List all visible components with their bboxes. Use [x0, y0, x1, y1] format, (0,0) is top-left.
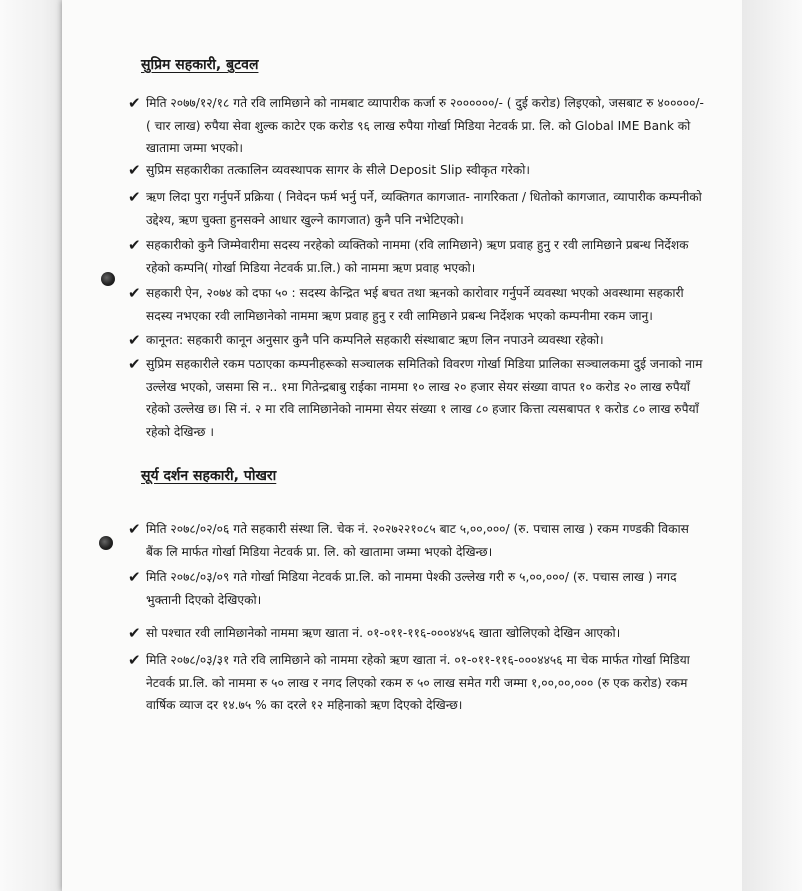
- checkmark-icon: ✔: [128, 94, 141, 112]
- list-item-text: सहकारीको कुनै जिम्मेवारीमा सदस्य नरहेको व्यक्तिको नाममा (रवि लामिछाने) ऋण प्रवाह हुनु र रवी लामिछाने प्रबन्ध निर्देशक रहेको कम्पनि( गोर्खा मिडिया नेटवर्क प्रा.लि.) को नाममा ऋण प्रवाह भएको।: [146, 238, 689, 275]
- list-item: [128, 234, 706, 279]
- list-item: [128, 92, 706, 160]
- checkmark-icon: ✔: [128, 624, 141, 642]
- list-item-text: सो पश्चात रवी लामिछानेको नाममा ऋण खाता नं. ०१-०११-११६-०००४४५६ खाता खोलिएको देखिन आएको।: [146, 626, 621, 640]
- punch-hole-icon: [101, 272, 115, 286]
- list-item-text: कानूनत: सहकारी कानून अनुसार कुनै पनि कम्पनिले सहकारी संस्थाबाट ऋण लिन नपाउने व्यवस्था रहेको।: [146, 333, 604, 347]
- list-item-text: सुप्रिम सहकारीले रकम पठाएका कम्पनीहरूको सञ्चालक समितिको विवरण गोर्खा मिडिया प्रालिका सञ्चालकमा दुई जनाको नाम उल्लेख भएको, जसमा सि न.. १मा गितेन्द्रबाबु राईका नाममा १० लाख २० हजार सेयर संख्या वापत १० करोड २० लाख रुपैयाँ रहेको उल्लेख छ। सि नं. २ मा रवि लामिछानेको नाममा सेयर संख्या १ लाख ८० हजार कित्ता त्यसबापत १ करोड ८० लाख रुपैयाँ रहेको देखिन्छ ।: [146, 357, 703, 439]
- checkmark-icon: ✔: [128, 236, 141, 254]
- page-right-margin: [742, 0, 802, 891]
- list-item: [128, 353, 706, 443]
- checkmark-icon: ✔: [128, 284, 141, 302]
- checkmark-icon: ✔: [128, 161, 141, 179]
- section-title: सुप्रिम सहकारी, बुटवल: [141, 57, 259, 73]
- list-item-text: मिति २०७७/१२/१८ गते रवि लामिछाने को नामबाट व्यापारीक कर्जा रु २००००००/- ( दुई करोड) लिइएको, जसबाट रु ४०००००/-( चार लाख) रुपैया सेवा शुल्क काटेर एक करोड ९६ लाख रुपैया गोर्खा मिडिया नेटवर्क प्रा. लि. को Global IME Bank को खातामा जम्मा भएको।: [146, 96, 704, 155]
- page-left-margin: [0, 0, 62, 891]
- list-item: [128, 518, 706, 563]
- list-item: [128, 186, 706, 231]
- list-item: [128, 329, 706, 352]
- checkmark-icon: ✔: [128, 331, 141, 349]
- list-item: [128, 159, 706, 182]
- list-item: [128, 566, 706, 611]
- list-item-text: मिति २०७८/०३/०९ गते गोर्खा मिडिया नेटवर्क प्रा.लि. को नाममा पेश्की उल्लेख गरी रु ५,००,०००/ (रु. पचास लाख ) नगद भुक्तानी दिएको देखिएको।: [146, 570, 677, 607]
- list-item-text: मिति २०७८/०३/३१ गते रवि लामिछाने को नाममा रहेको ऋण खाता नं. ०१-०११-११६-०००४४५६ मा चेक मार्फत गोर्खा मिडिया नेटवर्क प्रा.लि. को नाममा रु ५० लाख र नगद लिएको रकम रु ५० लाख समेत गरी जम्मा १,००,००,००० (रु एक करोड) रकम वार्षिक व्याज दर १४.७५ % का दरले १२ महिनाको ऋण दिएको देखिन्छ।: [146, 653, 690, 712]
- checkmark-icon: ✔: [128, 651, 141, 669]
- list-item-text: ऋण लिदा पुरा गर्नुपर्ने प्रक्रिया ( निवेदन फर्म भर्नु पर्ने, व्यक्तिगत कागजात- नागरिकता / धितोको कागजात, व्यापारीक कम्पनीको उद्देश्य, ऋण चुक्ता हुनसक्ने आधार खुल्ने कागजात) कुनै पनि नभेटिएको।: [146, 190, 702, 227]
- checkmark-icon: ✔: [128, 188, 141, 206]
- checkmark-icon: ✔: [128, 568, 141, 586]
- list-item: [128, 649, 706, 717]
- punch-hole-icon: [99, 536, 113, 550]
- list-item: [128, 622, 706, 645]
- list-item-text: सहकारी ऐन, २०७४ को दफा ५० : सदस्य केन्द्रित भई बचत तथा ऋनको कारोवार गर्नुपर्ने व्यवस्था भएको अवस्थामा सहकारी सदस्य नभएका रवी लामिछानेको नाममा ऋण प्रवाह हुनु र रवी लामिछाने प्रबन्ध निर्देशक भएको कम्पनीमा रकम जानु।: [146, 286, 684, 323]
- list-item-text: सुप्रिम सहकारीका तत्कालिन व्यवस्थापक सागर के सीले Deposit Slip स्वीकृत गरेको।: [146, 163, 530, 177]
- list-item: [128, 282, 706, 327]
- checkmark-icon: ✔: [128, 355, 141, 373]
- checkmark-icon: ✔: [128, 520, 141, 538]
- list-item-text: मिति २०७८/०२/०६ गते सहकारी संस्था लि. चेक नं. २०२७२२१०८५ बाट ५,००,०००/ (रु. पचास लाख ) रकम गण्डकी विकास बैंक लि मार्फत गोर्खा मिडिया नेटवर्क प्रा. लि. को खातामा जम्मा भएको देखिन्छ।: [146, 522, 689, 559]
- section-title: सूर्य दर्शन सहकारी, पोखरा: [141, 468, 277, 484]
